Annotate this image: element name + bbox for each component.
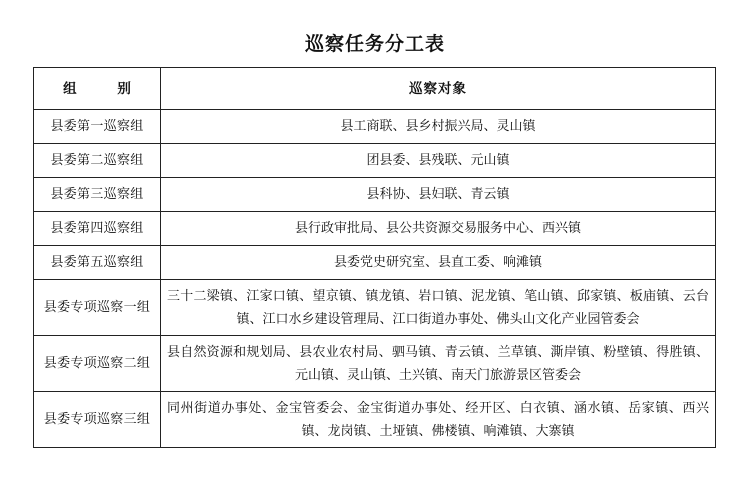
row-group: 县委第一巡察组	[34, 110, 161, 144]
row-targets: 县行政审批局、县公共资源交易服务中心、西兴镇	[161, 212, 716, 246]
table-row	[34, 336, 716, 392]
table-row	[34, 392, 716, 448]
row-targets: 县科协、县妇联、青云镇	[161, 178, 716, 212]
table-row	[34, 212, 716, 246]
table-row	[34, 144, 716, 178]
table-row	[34, 178, 716, 212]
table-row	[34, 110, 716, 144]
row-group: 县委专项巡察二组	[34, 336, 161, 392]
row-group: 县委第三巡察组	[34, 178, 161, 212]
row-targets: 同州街道办事处、金宝管委会、金宝街道办事处、经开区、白衣镇、涵水镇、岳家镇、西兴镇、龙岗镇、土垭镇、佛楼镇、响滩镇、大寨镇	[161, 392, 716, 448]
row-group: 县委第四巡察组	[34, 212, 161, 246]
row-group: 县委第五巡察组	[34, 246, 161, 280]
table-row	[34, 280, 716, 336]
row-targets: 团县委、县残联、元山镇	[161, 144, 716, 178]
row-targets: 三十二梁镇、江家口镇、望京镇、镇龙镇、岩口镇、泥龙镇、笔山镇、邱家镇、板庙镇、云台镇、江口水乡建设管理局、江口街道办事处、佛头山文化产业园管委会	[161, 280, 716, 336]
row-targets: 县工商联、县乡村振兴局、灵山镇	[161, 110, 716, 144]
header-targets: 巡察对象	[161, 68, 716, 110]
row-targets: 县自然资源和规划局、县农业农村局、驷马镇、青云镇、兰草镇、澌岸镇、粉壁镇、得胜镇、元山镇、灵山镇、土兴镇、南天门旅游景区管委会	[161, 336, 716, 392]
row-group: 县委专项巡察一组	[34, 280, 161, 336]
row-group: 县委专项巡察三组	[34, 392, 161, 448]
row-targets: 县委党史研究室、县直工委、响滩镇	[161, 246, 716, 280]
assignment-table	[33, 67, 716, 448]
table-header-row	[34, 68, 716, 110]
table-row	[34, 246, 716, 280]
document-title: 巡察任务分工表	[304, 33, 445, 55]
row-group: 县委第二巡察组	[34, 144, 161, 178]
header-group: 组 别	[34, 68, 161, 110]
